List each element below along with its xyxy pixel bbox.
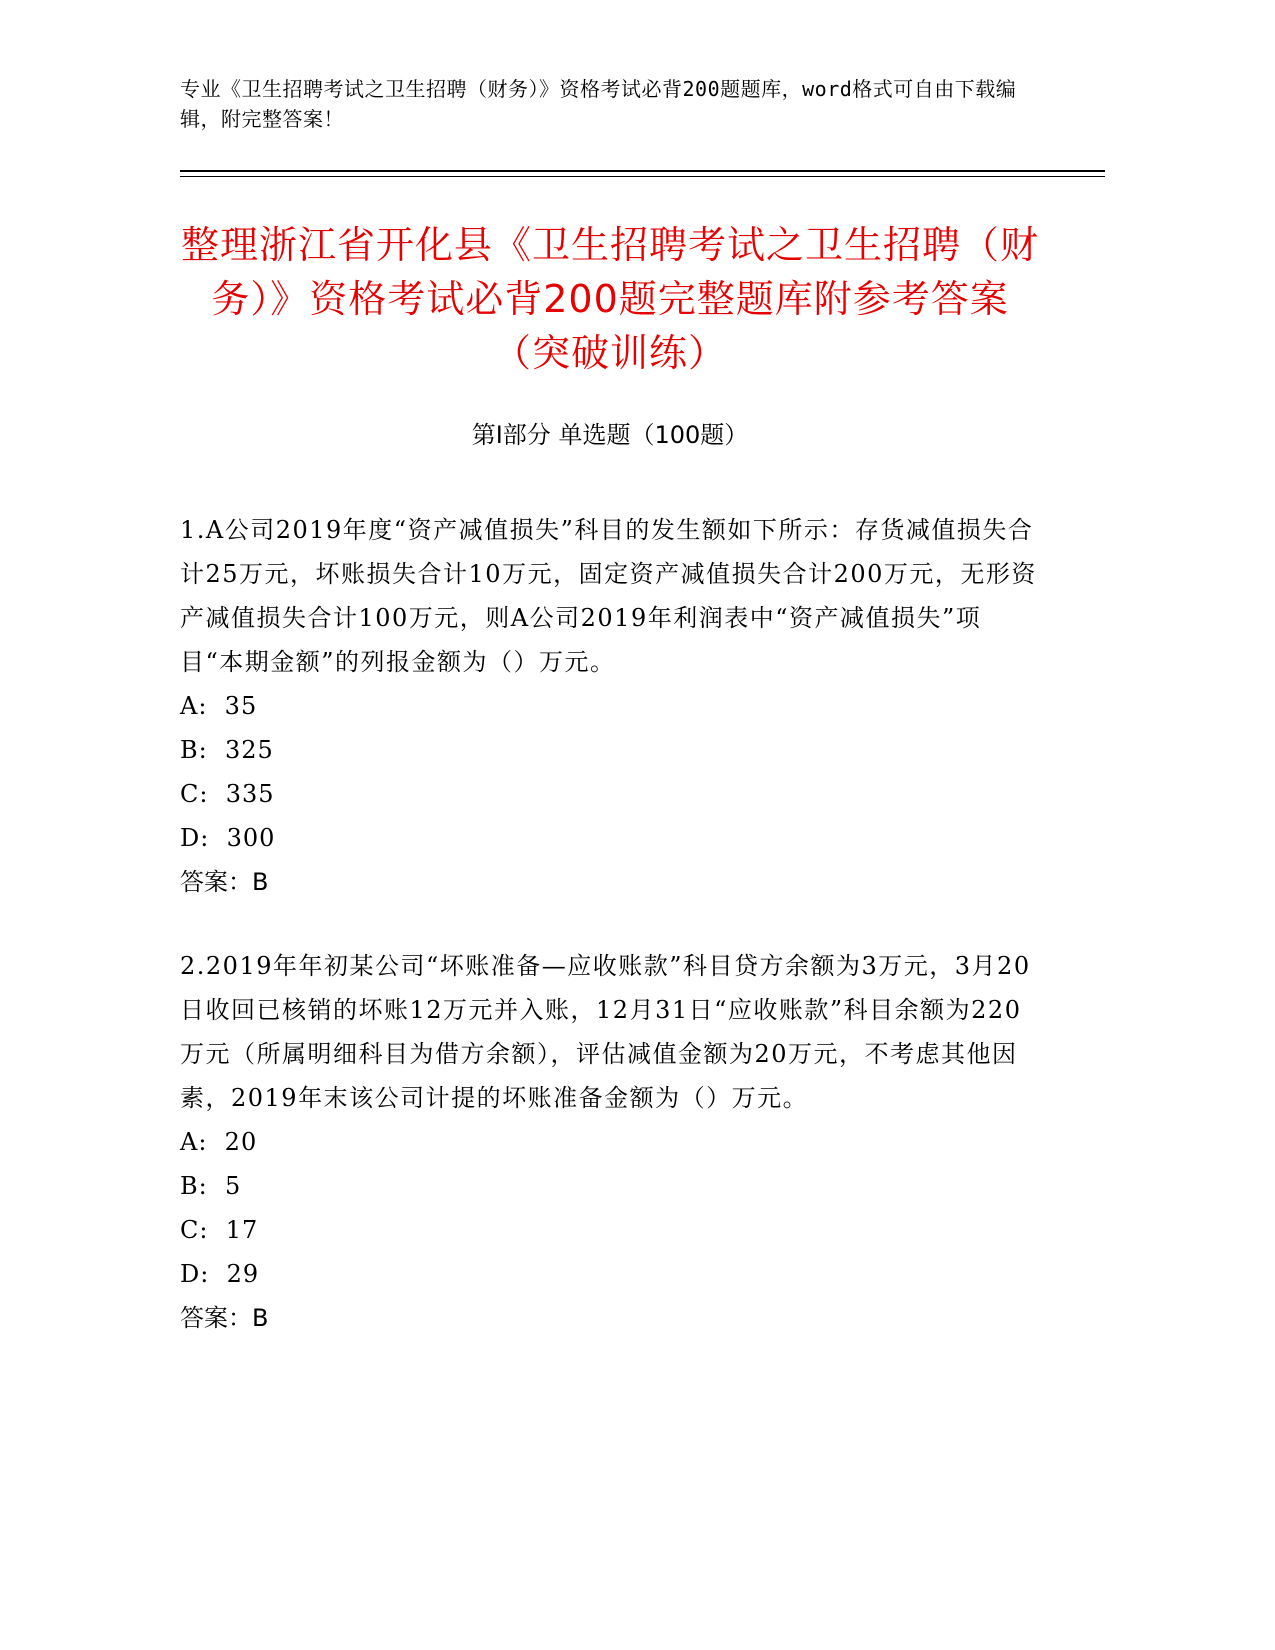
option-d: D: 300	[180, 824, 276, 852]
header-note: 专业《卫生招聘考试之卫生招聘（财务）》资格考试必背200题题库，word格式可自由下载编辑，附完整答案！	[180, 77, 1017, 131]
option-a: A: 20	[180, 1128, 258, 1156]
header-rule-thick	[180, 170, 1105, 172]
option-c: C: 335	[180, 780, 275, 808]
option-d: D: 29	[180, 1260, 260, 1288]
option-c: C: 17	[180, 1216, 259, 1244]
option-b: B: 5	[180, 1172, 242, 1200]
option-a: A: 35	[180, 692, 258, 720]
answer-line: 答案：B	[180, 868, 269, 896]
question-stem: 1.A公司2019年度“资产减值损失”科目的发生额如下所示：存货减值损失合计25万元，坏账损失合计10万元，固定资产减值损失合计200万元，无形资产减值损失合计100万元，则A公司2019年利润表中“资产减值损失”项目“本期金额”的列报金额为（）万元。	[180, 516, 1037, 676]
question-2	[180, 944, 1040, 1340]
document-title: 整理浙江省开化县《卫生招聘考试之卫生招聘（财务）》资格考试必背200题完整题库附参考答案（突破训练）	[180, 223, 1039, 375]
section-title: 第I部分 单选题（100题）	[471, 421, 749, 449]
header-rule-thin	[180, 176, 1105, 177]
option-b: B: 325	[180, 736, 274, 764]
question-stem: 2.2019年年初某公司“坏账准备—应收账款”科目贷方余额为3万元，3月20日收回已核销的坏账12万元并入账，12月31日“应收账款”科目余额为220万元（所属明细科目为借方余额），评估减值金额为20万元，不考虑其他因素，2019年末该公司计提的坏账准备金额为（）万元。	[180, 952, 1031, 1112]
question-1	[180, 508, 1040, 904]
answer-line: 答案：B	[180, 1304, 269, 1332]
